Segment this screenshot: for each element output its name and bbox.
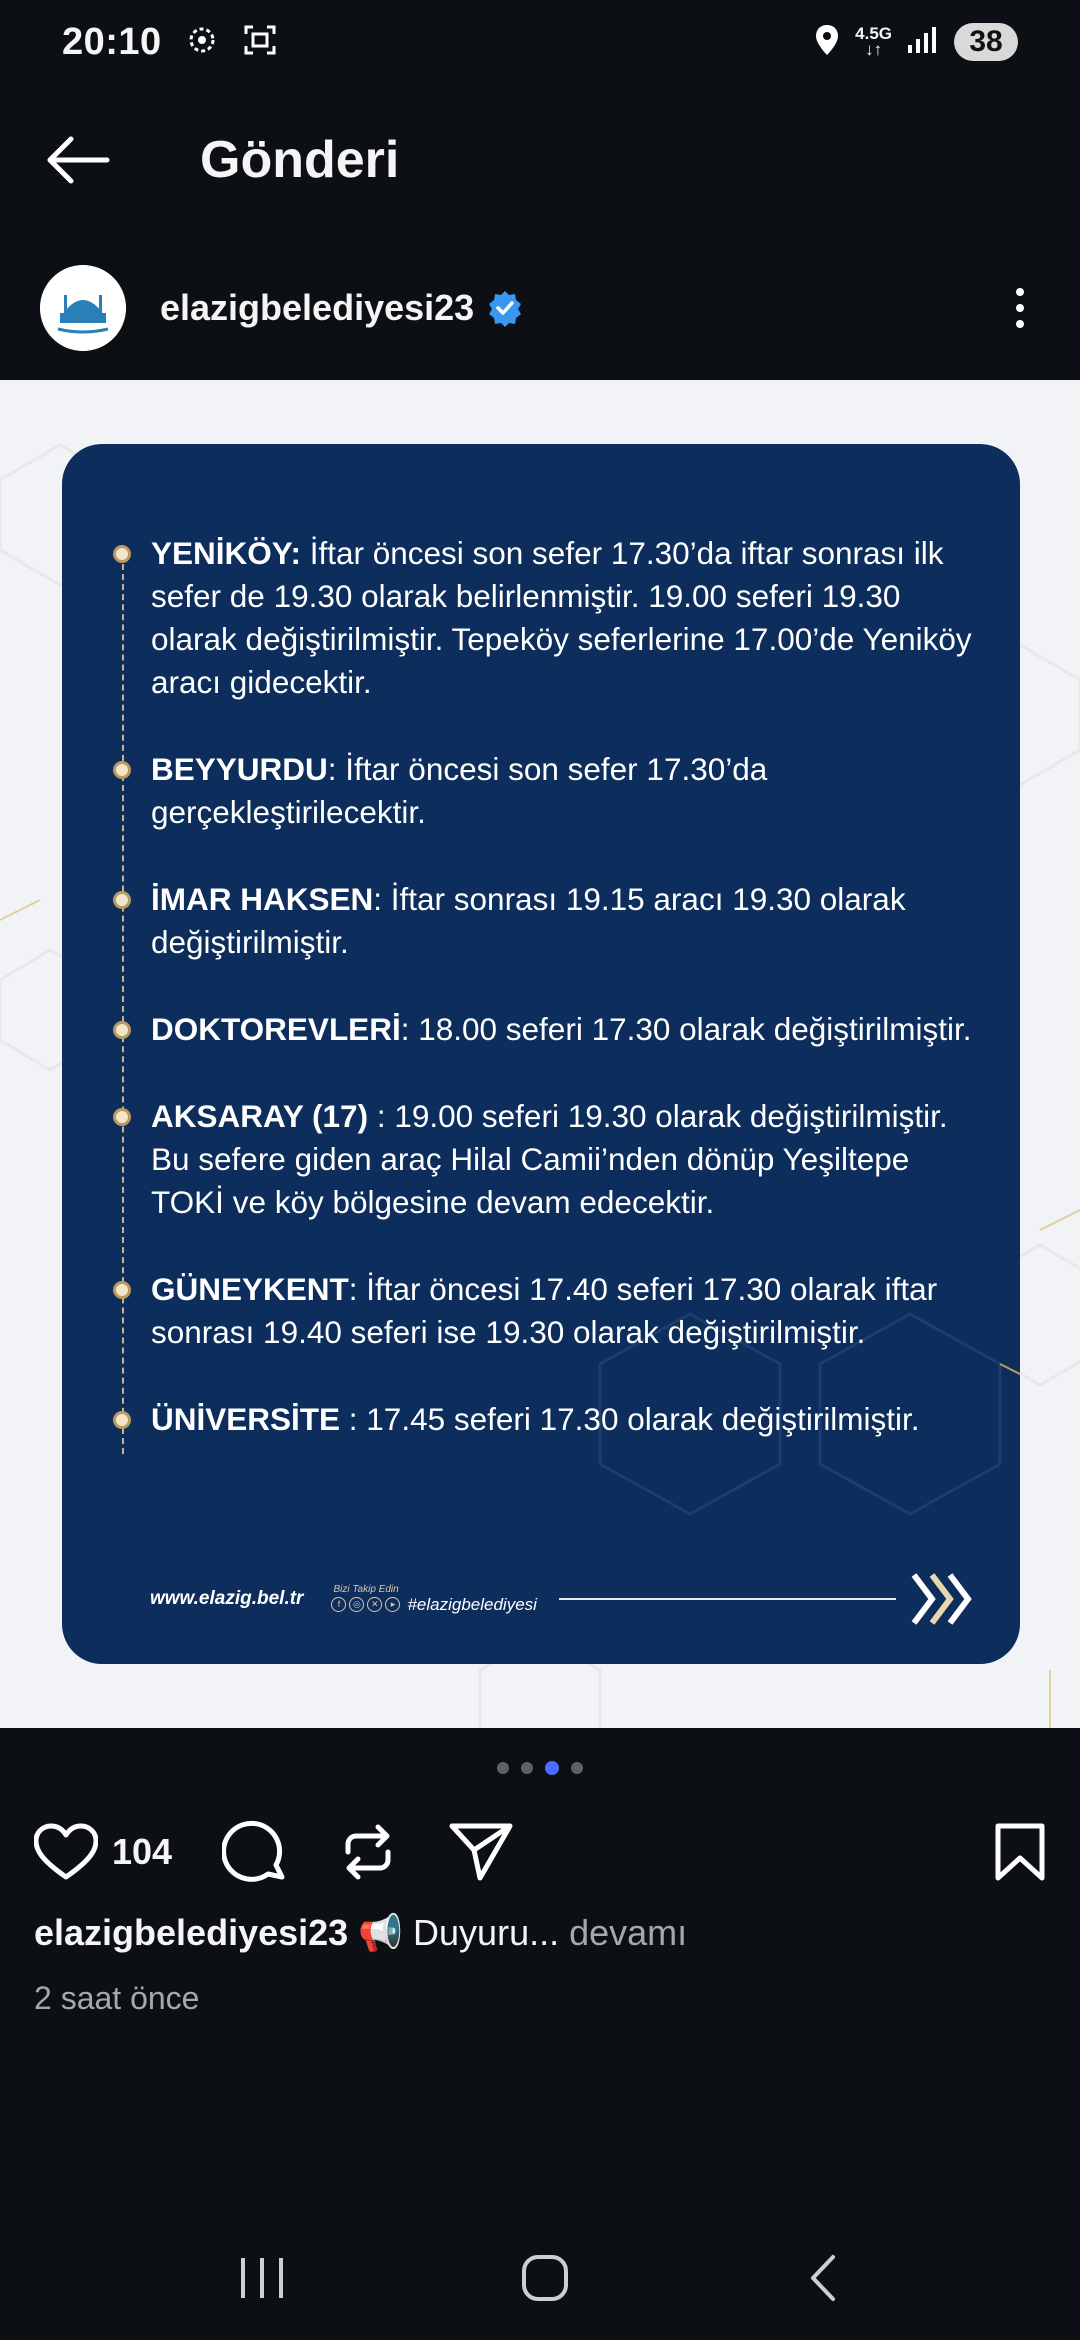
post-image[interactable] bbox=[0, 380, 1080, 1728]
avatar[interactable] bbox=[40, 265, 126, 351]
list-item: BEYYURDU: İftar öncesi son sefer 17.30’da gerçekleştirilecektir. bbox=[62, 748, 1020, 834]
announcement-card bbox=[62, 444, 1020, 1664]
caption-more-link[interactable]: devamı bbox=[559, 1912, 688, 1953]
megaphone-icon: 📢 bbox=[358, 1912, 404, 1953]
bullet-icon bbox=[113, 1411, 131, 1429]
list-item: GÜNEYKENT: İftar öncesi 17.40 seferi 17.30 olarak iftar sonrası 19.40 seferi ise 19.30 olarak değiştirilmiştir. bbox=[62, 1268, 1020, 1354]
page-header bbox=[0, 110, 1080, 210]
like-button[interactable] bbox=[34, 1823, 172, 1881]
recent-apps-button[interactable] bbox=[237, 2256, 287, 2305]
list-item: AKSARAY (17) : 19.00 seferi 19.30 olarak değiştirilmiştir. Bu sefere giden araç Hilal Camii’nden dönüp Yeşiltepe TOKİ ve köy bölgesine devam edecektir. bbox=[62, 1095, 1020, 1224]
list-item: ÜNİVERSİTE : 17.45 seferi 17.30 olarak değiştirilmiştir. bbox=[62, 1398, 1020, 1441]
bullet-icon bbox=[113, 761, 131, 779]
signal-icon bbox=[906, 25, 940, 60]
screenshot-icon bbox=[242, 22, 278, 63]
carousel-dot-active bbox=[545, 1761, 559, 1775]
location-icon bbox=[813, 23, 841, 62]
home-button[interactable] bbox=[520, 2253, 570, 2308]
carousel-dot bbox=[571, 1762, 583, 1774]
home-icon bbox=[520, 2253, 570, 2303]
bullet-icon bbox=[113, 1108, 131, 1126]
caption-username[interactable]: elazigbelediyesi23 bbox=[34, 1912, 349, 1953]
save-button[interactable] bbox=[994, 1822, 1046, 1882]
repost-icon bbox=[338, 1822, 398, 1882]
send-icon bbox=[448, 1820, 514, 1884]
hashtag: #elazigbelediyesi bbox=[407, 1594, 537, 1614]
system-nav-bar bbox=[0, 2220, 1080, 2340]
recents-icon bbox=[237, 2256, 287, 2300]
settings-app-icon bbox=[184, 22, 220, 63]
status-time: 20:10 bbox=[62, 20, 162, 63]
bullet-icon bbox=[113, 891, 131, 909]
like-count[interactable]: 104 bbox=[112, 1831, 173, 1872]
x-icon: ✕ bbox=[367, 1597, 382, 1612]
chevrons-icon bbox=[910, 1569, 984, 1629]
list-item: İMAR HAKSEN: İftar sonrası 19.15 aracı 19.30 olarak değiştirilmiştir. bbox=[62, 878, 1020, 964]
battery-indicator: 38 bbox=[954, 23, 1018, 61]
status-bar bbox=[0, 0, 1080, 84]
carousel-dot bbox=[521, 1762, 533, 1774]
comment-button[interactable] bbox=[222, 1819, 288, 1885]
post-actions bbox=[0, 1812, 1080, 1892]
website-link: www.elazig.bel.tr bbox=[150, 1588, 304, 1609]
page-title: Gönderi bbox=[200, 131, 400, 189]
back-arrow-icon bbox=[45, 135, 111, 185]
card-footer bbox=[150, 1574, 984, 1624]
list-item: DOKTOREVLERİ: 18.00 seferi 17.30 olarak değiştirilmiştir. bbox=[62, 1008, 1020, 1051]
comment-icon bbox=[222, 1819, 288, 1885]
bookmark-icon bbox=[994, 1822, 1046, 1882]
post-timestamp: 2 saat önce bbox=[34, 1980, 200, 2016]
post-author-row bbox=[0, 258, 1080, 358]
facebook-icon: f bbox=[331, 1597, 346, 1612]
bullet-icon bbox=[113, 1021, 131, 1039]
verified-badge-icon bbox=[486, 289, 524, 327]
nav-back-icon bbox=[803, 2253, 843, 2303]
repost-button[interactable] bbox=[338, 1822, 398, 1882]
network-type: 4.5G ↓↑ bbox=[855, 24, 892, 59]
bullet-icon bbox=[113, 1281, 131, 1299]
account-username[interactable]: elazigbelediyesi23 bbox=[160, 287, 475, 328]
more-options-button[interactable] bbox=[1000, 288, 1040, 328]
follow-us: Bizi Takip Edin f ◎ ✕ ▸ #elazigbelediyesi bbox=[333, 1583, 537, 1614]
carousel-dot bbox=[497, 1762, 509, 1774]
carousel-indicator bbox=[0, 1762, 1080, 1775]
share-button[interactable] bbox=[448, 1820, 514, 1884]
nav-back-button[interactable] bbox=[803, 2253, 843, 2308]
footer-divider bbox=[559, 1598, 896, 1600]
youtube-icon: ▸ bbox=[385, 1597, 400, 1612]
bullet-icon bbox=[113, 545, 131, 563]
instagram-icon: ◎ bbox=[349, 1597, 364, 1612]
post-caption[interactable] bbox=[34, 1912, 687, 1954]
list-item: YENİKÖY: İftar öncesi son sefer 17.30’da iftar sonrası ilk sefer de 19.30 olarak belirlenmiştir. 19.00 seferi 19.30 olarak değiştirilmiştir. Tepeköy seferlerine 17.00’de Yeniköy aracı gidecektir. bbox=[62, 532, 1020, 704]
back-button[interactable] bbox=[18, 110, 138, 210]
announcement-list bbox=[62, 532, 1020, 1485]
caption-text: Duyuru... bbox=[403, 1912, 560, 1953]
heart-icon bbox=[34, 1823, 98, 1881]
